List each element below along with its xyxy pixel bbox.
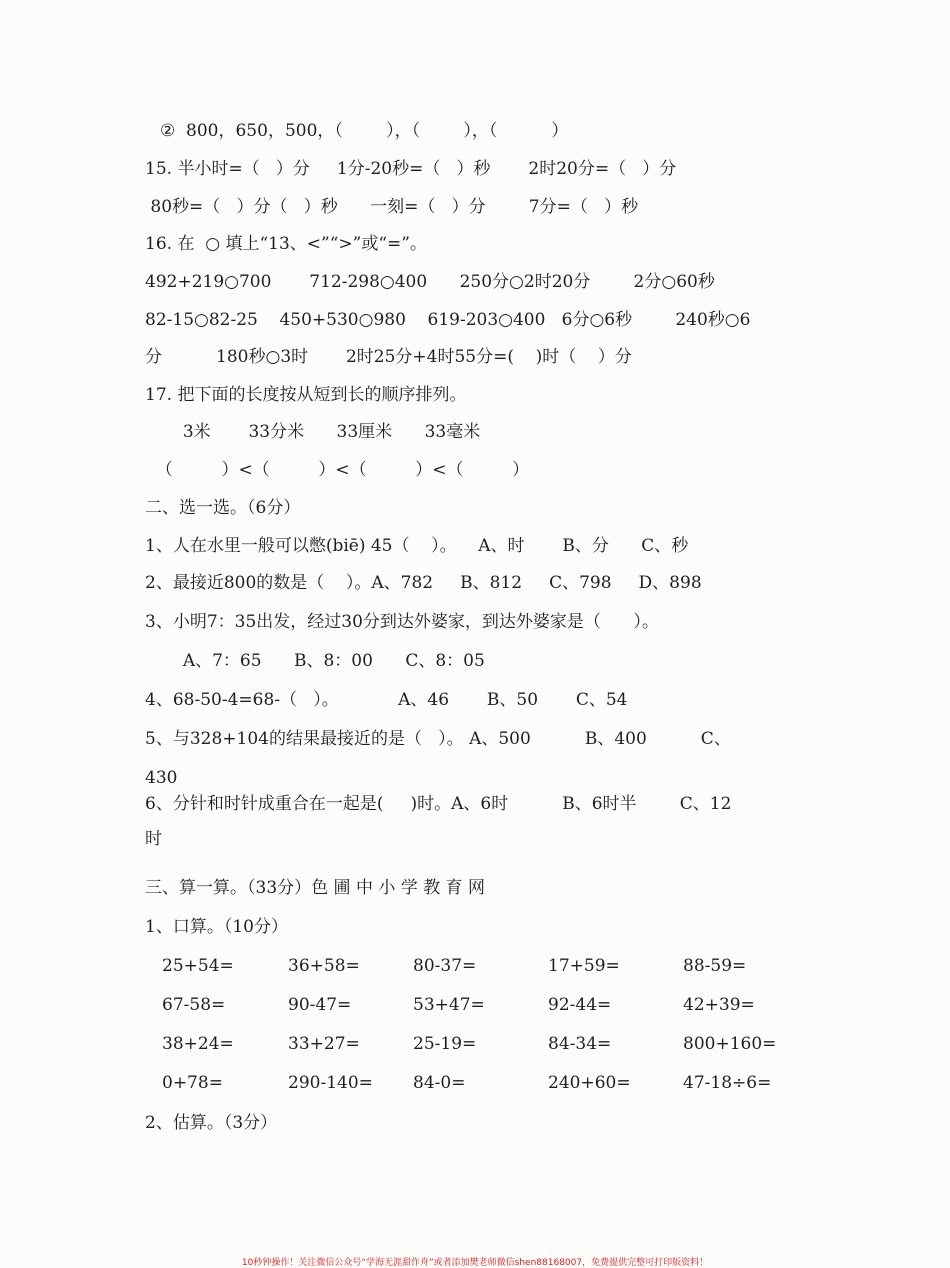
section-3-heading: 三、算一算。（33分）色 圃 中 小 学 教 育 网 bbox=[145, 878, 485, 898]
calc-item: 25+54= bbox=[162, 956, 234, 976]
calc-item: 33+27= bbox=[288, 1034, 360, 1054]
calc-item: 88-59= bbox=[683, 956, 747, 976]
choice-question-6: 6、分针和时针成重合在一起是( )时。A、6时 B、6时半 C、12 bbox=[145, 794, 732, 814]
calc-item: 25-19= bbox=[413, 1034, 477, 1054]
calc-item: 0+78= bbox=[162, 1073, 223, 1093]
calc-item: 80-37= bbox=[413, 956, 477, 976]
calc-item: 36+58= bbox=[288, 956, 360, 976]
calc-item: 67-58= bbox=[162, 995, 226, 1015]
calc-item: 84-34= bbox=[548, 1034, 612, 1054]
question-16-row3: 分 180秒○3时 2时25分+4时55分=( )时（ ）分 bbox=[145, 347, 632, 367]
choice-question-5: 5、与328+104的结果最接近的是（ ）。 A、500 B、400 C、 bbox=[145, 729, 731, 749]
calc-item: 42+39= bbox=[683, 995, 755, 1015]
choice-question-3: 3、小明7：35出发，经过30分到达外婆家，到达外婆家是（ ）。 bbox=[145, 612, 659, 632]
choice-question-6-cont: 时 bbox=[145, 829, 162, 849]
section-2-heading: 二、选一选。（6分） bbox=[145, 498, 301, 518]
calc-item: 38+24= bbox=[162, 1034, 234, 1054]
question-15-line1: 15. 半小时=（ ）分 1分-20秒=（ ）秒 2时20分=（ ）分 bbox=[145, 159, 677, 179]
choice-question-3-options: A、7：65 B、8：00 C、8：05 bbox=[145, 651, 485, 671]
calc-item: 90-47= bbox=[288, 995, 352, 1015]
question-17-items: 3米 33分米 33厘米 33毫米 bbox=[145, 422, 481, 442]
calc-item: 17+59= bbox=[548, 956, 620, 976]
choice-question-5-cont: 430 bbox=[145, 768, 178, 788]
calc-item: 53+47= bbox=[413, 995, 485, 1015]
choice-question-2: 2、最接近800的数是（ ）。A、782 B、812 C、798 D、898 bbox=[145, 573, 702, 593]
question-15-line2: 80秒=（ ）分（ ）秒 一刻=（ ）分 7分=（ ）秒 bbox=[145, 197, 639, 217]
estimate-heading: 2、估算。（3分） bbox=[145, 1113, 278, 1133]
question-14-part2: ② 800，650，500，（ ），（ ），（ ） bbox=[160, 121, 569, 141]
calc-item: 290-140= bbox=[288, 1073, 373, 1093]
calc-item: 800+160= bbox=[683, 1034, 777, 1054]
question-17-order: （ ）<（ ）<（ ）<（ ） bbox=[145, 460, 530, 480]
promo-footer: 10秒钟操作！关注微信公众号“学海无涯甜作舟”或者添加樊老师微信shen88168007，免费提供完整可打印版资料！ bbox=[241, 1258, 709, 1268]
calc-item: 84-0= bbox=[413, 1073, 466, 1093]
oral-calc-heading: 1、口算。（10分） bbox=[145, 917, 288, 937]
question-16-row2: 82-15○82-25 450+530○980 619-203○400 6分○6秒 240秒○6 bbox=[145, 310, 751, 330]
choice-question-4: 4、68-50-4=68-（ ）。 A、46 B、50 C、54 bbox=[145, 690, 628, 710]
calc-item: 92-44= bbox=[548, 995, 612, 1015]
choice-question-1: 1、人在水里一般可以憋(biē) 45（ ）。 A、时 B、分 C、秒 bbox=[145, 536, 689, 556]
question-16-title: 16. 在 ○ 填上“13、<”“>”或“=”。 bbox=[145, 234, 427, 254]
calc-item: 240+60= bbox=[548, 1073, 631, 1093]
question-17-title: 17. 把下面的长度按从短到长的顺序排列。 bbox=[145, 385, 467, 405]
calc-item: 47-18÷6= bbox=[683, 1073, 772, 1093]
question-16-row1: 492+219○700 712-298○400 250分○2时20分 2分○60秒 bbox=[145, 272, 715, 292]
